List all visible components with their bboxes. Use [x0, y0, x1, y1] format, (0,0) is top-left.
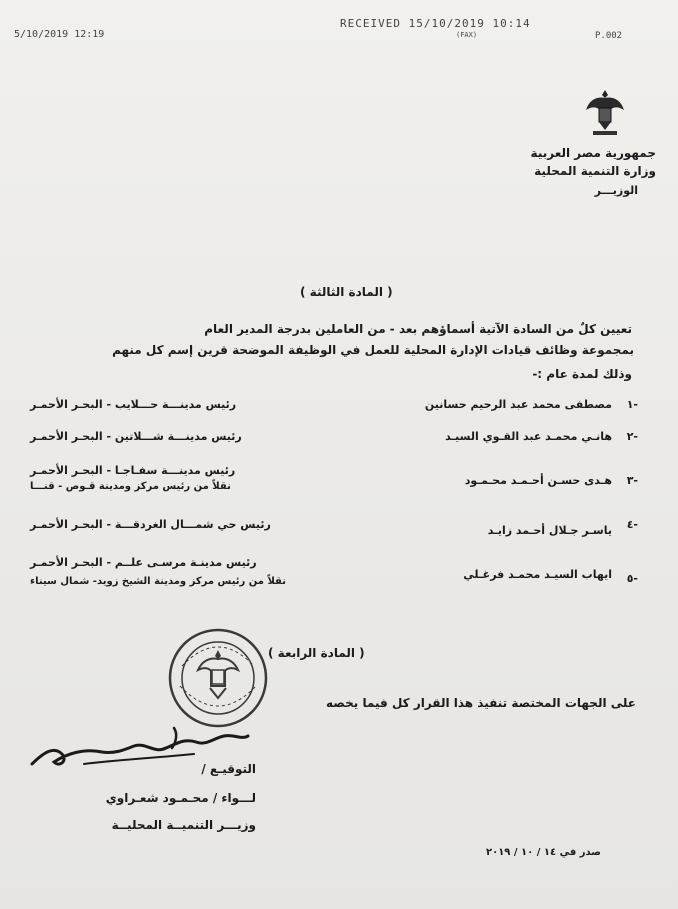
- signatory-name: لـــواء / محـمـود شعـراوي: [105, 791, 256, 805]
- appointee-number: ٣-: [626, 474, 638, 487]
- appointee-number: ٤-: [626, 518, 638, 531]
- appointee-position: رئيس مدينـة مرسـى علــم - البحـر الأحمـر: [30, 556, 257, 569]
- appointee-row: [0, 556, 678, 596]
- article-four-text: على الجهات المختصة تنفيذ هذا القرار كل فيما يخصه: [326, 696, 636, 710]
- article-three-line-2: بمجموعة وظائف قيادات الإدارة المحلية للعمل في الوظيفة الموضحة قرين إسم كل منهم: [112, 343, 634, 357]
- header-ministry: وزارة التنمية المحلية: [534, 164, 656, 178]
- signature-label: التوقيـع /: [201, 762, 256, 776]
- eagle-emblem-icon: [583, 86, 627, 138]
- appointee-name: مصطفى محمد عبد الرحيم حسانين: [424, 398, 612, 411]
- appointee-note: نقلاً من رئيس مركز ومدينة قـوص - قنـــا: [30, 481, 231, 492]
- article-three-title: ( المادة الثالثة ): [300, 285, 393, 299]
- appointee-position: رئيس مدينـــة شـــلاتين - البحـر الأحمـر: [30, 430, 242, 443]
- appointee-note: نقلاً من رئيس مركز ومدينة الشيخ زويد- شمال سيناء: [30, 576, 286, 587]
- official-seal-icon: [166, 626, 270, 730]
- appointee-name: هانـي محمـد عبد القـوي السيـد: [445, 430, 612, 443]
- issue-date: صدر في ١٤ / ١٠ / ٢٠١٩: [486, 847, 601, 858]
- appointee-name: هـدى حسـن أحـمـد محـمـود: [464, 474, 612, 487]
- appointee-number: ٥-: [626, 572, 638, 585]
- fax-timestamp-left: 5/10/2019 12:19: [14, 29, 105, 40]
- appointee-row: [0, 464, 678, 504]
- article-three-line-1: تعيين كلٌ من السادة الآتية أسماؤهم بعد - من العاملين بدرجة المدير العام: [204, 322, 632, 336]
- fax-page-number: P.002: [595, 31, 623, 41]
- appointee-position: رئيس مدينـــة سفـاجـا - البحـر الأحمـر: [30, 464, 236, 477]
- appointee-name: ايهاب السيـد محمـد فرغـلي: [463, 568, 612, 581]
- fax-received-stamp: RECEIVED 15/10/2019 10:14: [340, 17, 531, 30]
- appointee-number: ١-: [626, 398, 638, 411]
- article-three-line-3: وذلك لمدة عام :-: [532, 367, 632, 381]
- appointee-position: رئيس مدينـــة حـــلايب - البحـر الأحمـر: [30, 398, 237, 411]
- signatory-title: وزيـــر التنميــة المحليــة: [111, 818, 256, 832]
- header-minister: الوزيـــر: [594, 184, 638, 197]
- article-four-title: ( المادة الرابعة ): [268, 646, 365, 660]
- appointee-row: [0, 518, 678, 558]
- fax-label: (FAX): [456, 31, 478, 39]
- appointee-position: رئيس حي شمـــال الغردقـــة - البحـر الأحمـر: [30, 518, 271, 531]
- appointee-number: ٢-: [626, 430, 638, 443]
- appointee-name: ياسـر جـلال أحـمد زايـد: [487, 524, 612, 537]
- header-country: جمهورية مصر العربية: [530, 146, 656, 160]
